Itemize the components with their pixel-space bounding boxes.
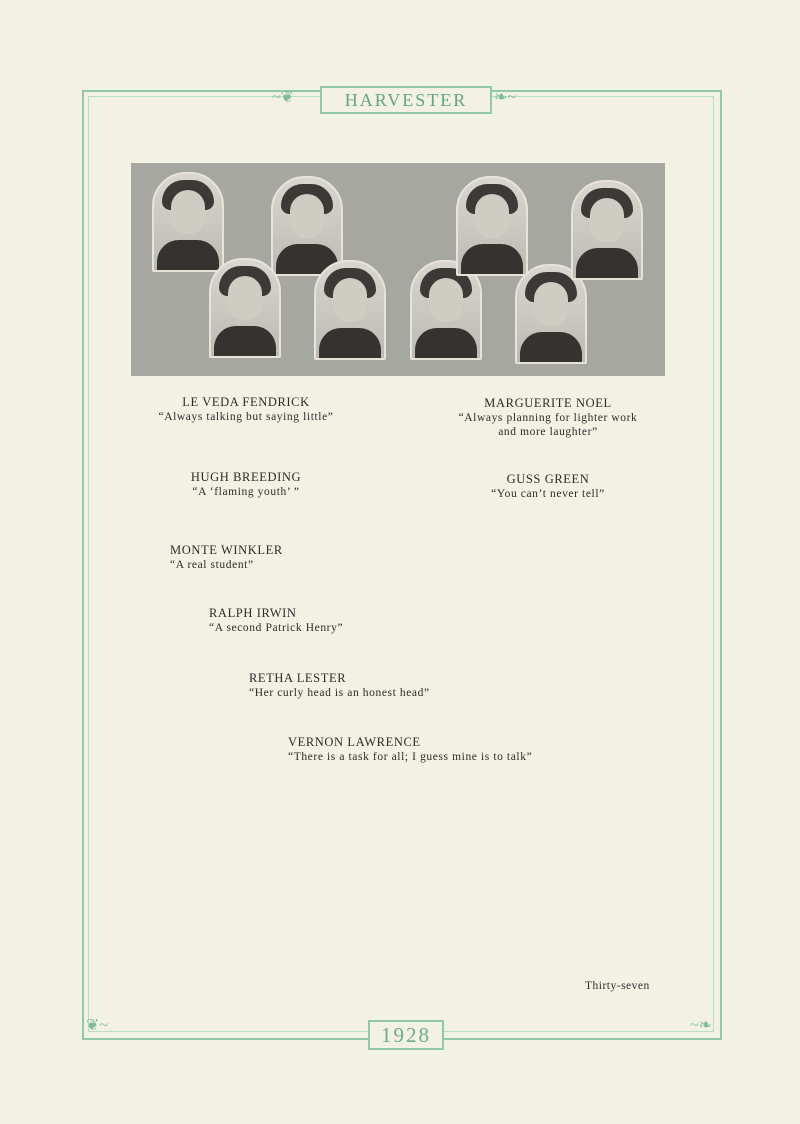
- entry-name: HUGH BREEDING: [190, 470, 302, 484]
- entry-ralph-irwin: [209, 606, 343, 635]
- entry-quote: “Her curly head is an honest head”: [249, 687, 430, 699]
- portrait-4: [314, 260, 386, 360]
- entry-quote: “A second Patrick Henry”: [209, 622, 344, 634]
- entry-vernon-lawrence: [288, 735, 532, 764]
- portrait-2: [271, 176, 343, 276]
- portrait-1: [152, 172, 224, 272]
- entry-retha-lester: [249, 671, 430, 700]
- entry-quote: “A real student”: [170, 559, 254, 571]
- entry-quote: “You can’t never tell”: [491, 488, 605, 500]
- footer-flourish-left: ❦~: [86, 1017, 109, 1034]
- entry-name: MONTE WINKLER: [170, 543, 283, 557]
- header-flourish-right: ❧~: [494, 89, 517, 106]
- header-title: HARVESTER: [320, 86, 492, 114]
- entry-quote: “A ‘flaming youth’ ”: [192, 486, 300, 498]
- entry-quote-line-2: and more laughter”: [498, 426, 598, 438]
- entry-name: RALPH IRWIN: [209, 606, 297, 620]
- footer-flourish-right: ~❧: [690, 1017, 713, 1034]
- portrait-panel: [131, 163, 665, 376]
- header-flourish-left: ~❦: [272, 89, 295, 106]
- entry-guss-green: [466, 472, 630, 501]
- entry-monte-winkler: [170, 543, 283, 572]
- portrait-6: [456, 176, 528, 276]
- entry-quote: “Always talking but saying little”: [158, 411, 334, 423]
- entry-name: RETHA LESTER: [249, 671, 347, 685]
- page-number: Thirty-seven: [585, 980, 650, 992]
- portrait-3: [209, 258, 281, 358]
- entry-le-veda-fendrick: [130, 395, 362, 424]
- entry-hugh-breeding: [166, 470, 326, 499]
- entry-name: LE VEDA FENDRICK: [182, 395, 310, 409]
- footer-year: 1928: [368, 1020, 444, 1050]
- portrait-8: [571, 180, 643, 280]
- entry-name: MARGUERITE NOEL: [484, 396, 612, 410]
- entry-marguerite-noel: [432, 396, 664, 439]
- entry-name: VERNON LAWRENCE: [288, 735, 421, 749]
- entry-name: GUSS GREEN: [506, 472, 590, 486]
- entry-quote-line-1: “Always planning for lighter work: [458, 412, 638, 424]
- entry-quote: “There is a task for all; I guess mine is to talk”: [288, 751, 533, 763]
